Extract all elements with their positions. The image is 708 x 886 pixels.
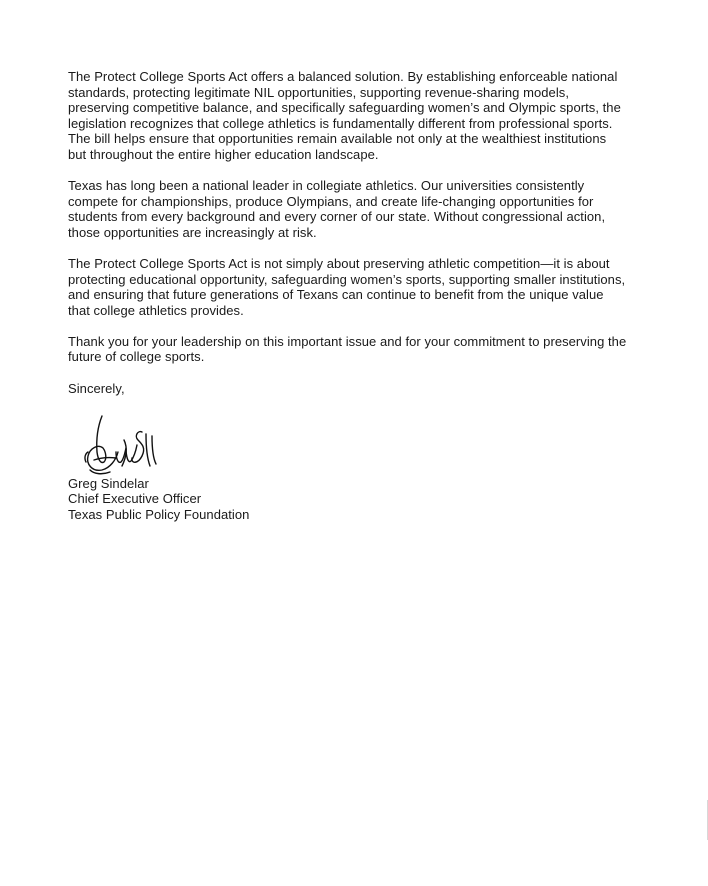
signature-block	[68, 476, 628, 523]
letter-body	[68, 69, 628, 522]
signer-name: Greg Sindelar	[68, 475, 149, 491]
signer-organization: Texas Public Policy Foundation	[68, 506, 250, 522]
body-paragraph-3: The Protect College Sports Act is not simply about preserving athletic competition—it is about protecting educational opportunity, safeguarding women’s sports, supporting smaller institutions, and ensuring that future generations of Texans can continue to benefit from the unique value that college athletics provides.	[68, 255, 626, 318]
signer-title: Chief Executive Officer	[68, 491, 202, 507]
handwritten-signature	[76, 412, 160, 478]
closing-salutation: Sincerely,	[68, 380, 125, 396]
body-paragraph-4: Thank you for your leadership on this important issue and for your commitment to preserving the future of college sports.	[68, 333, 627, 365]
body-paragraph-2: Texas has long been a national leader in collegiate athletics. Our universities consistently compete for championships, produce Olympians, and create life-changing opportunities for students from every background and every corner of our state. Without congressional action, those opportunities are increasingly at risk.	[68, 178, 606, 240]
body-paragraph-1: The Protect College Sports Act offers a balanced solution. By establishing enforceable national standards, protecting legitimate NIL opportunities, supporting revenue-sharing models, preserving competitive balance, and specifically safeguarding women’s and Olympic sports, the legislation recognizes that college athletics is fundamentally different from professional sports. The bill helps ensure that opportunities remain available not only at the wealthiest institutions but throughout the entire higher education landscape.	[68, 69, 621, 162]
